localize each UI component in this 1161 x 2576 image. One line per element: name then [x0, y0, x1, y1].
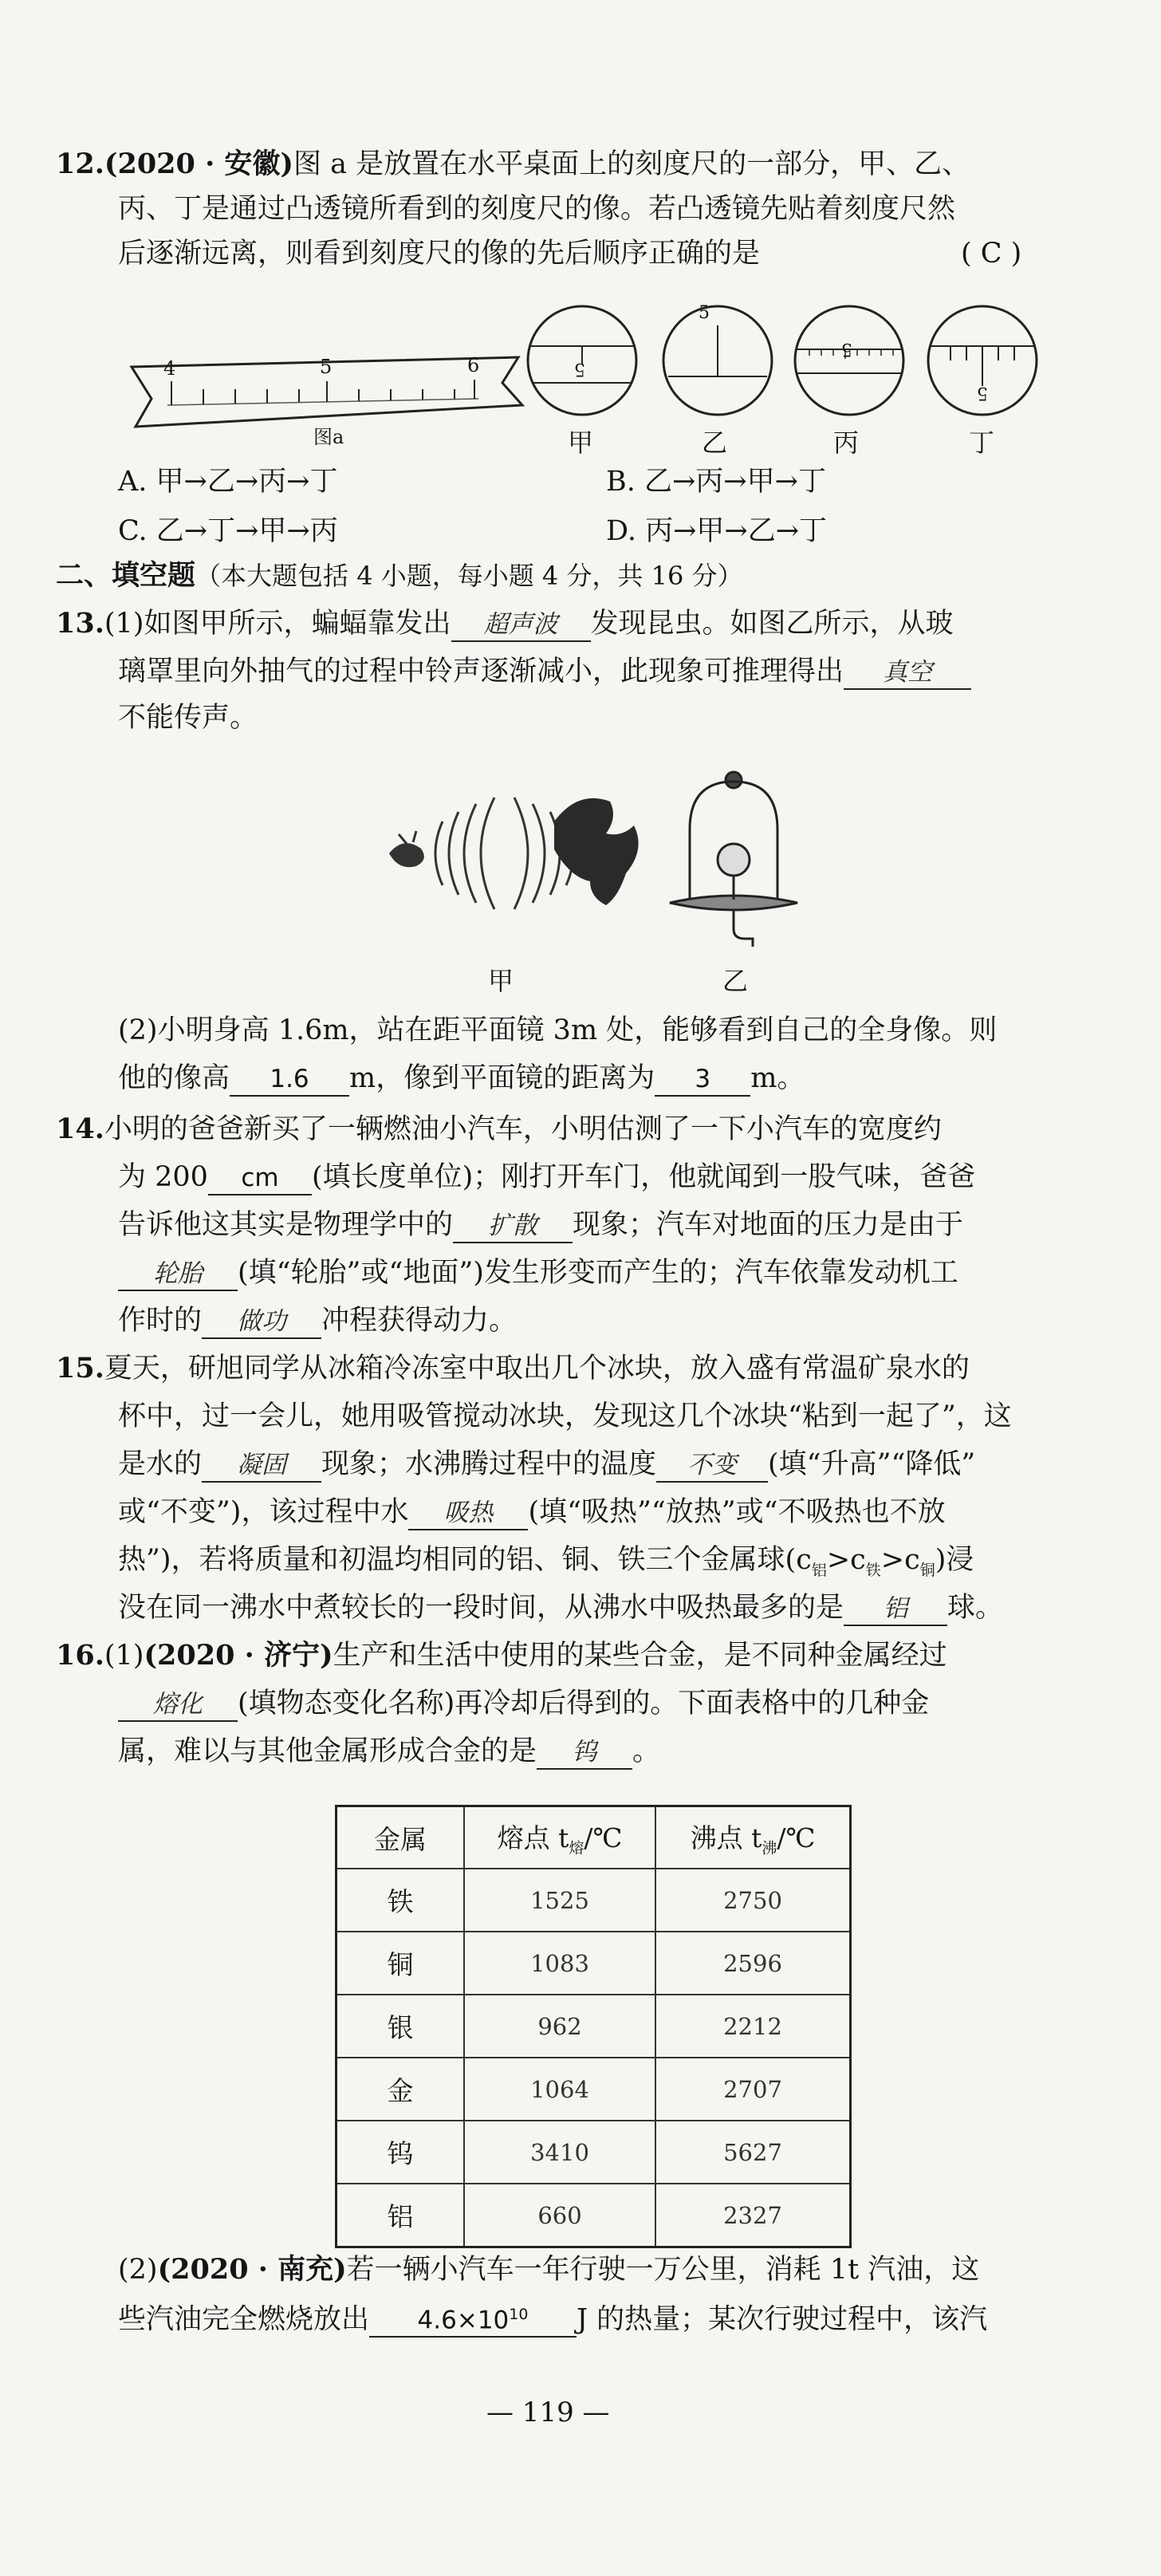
q16-answer1: 熔化: [118, 1688, 238, 1722]
q13-text2a: 璃罩里向外抽气的过程中铃声逐渐减小，此现象可推理得出: [118, 656, 844, 687]
q16-answer3-exponent: 10: [509, 2306, 529, 2323]
q16-line3: [118, 1732, 660, 1771]
q13-number: 13.: [56, 607, 104, 640]
table-header-melting: 熔点 $t_熔/℃$: [464, 1806, 655, 1869]
q16-line5: [118, 2298, 987, 2338]
ruler-tick-6: 6: [467, 354, 480, 376]
q13-text1a: (1)如图甲所示，蝙蝠靠发出: [104, 608, 451, 640]
table-row: [336, 1995, 851, 2058]
fig13-label-yi: 乙: [722, 966, 749, 996]
ruler-caption: 图a: [313, 426, 344, 448]
q15-line6: [118, 1589, 1003, 1627]
q16-text5a: 些汽油完全燃烧放出: [118, 2303, 370, 2336]
table-cell-melting: 1064: [464, 2058, 655, 2121]
q14-line1: [56, 1110, 942, 1148]
table-cell-melting: 1083: [464, 1932, 655, 1995]
lens-label-bing: 丙: [833, 427, 860, 458]
q15-text5: 热”)，若将质量和初温均相同的铝、铜、铁三个金属球(c: [118, 1544, 812, 1576]
q13-line1: [56, 605, 954, 643]
q16-source2: (2020 · 南充): [157, 2253, 347, 2286]
q12-line2: 丙、丁是通过凸透镜所看到的刻度尺的像。若凸透镜先贴着刻度尺然: [118, 193, 956, 225]
q14-answer1: cm: [208, 1162, 312, 1195]
q14-text2b: (填长度单位)；刚打开车门，他就闻到一股气味，爸爸: [311, 1161, 976, 1193]
q16-text1b: 生产和生活中使用的某些合金，是不同种金属经过: [333, 1640, 947, 1672]
table-row: [336, 2184, 851, 2247]
lens-bing: [795, 306, 903, 415]
q13-answer4: 3: [655, 1063, 750, 1097]
table-cell-boiling: 5627: [655, 2121, 851, 2184]
q15-sub-cu: 铜: [919, 1562, 935, 1579]
q15-text6b: 球。: [947, 1592, 1004, 1624]
table-cell-boiling: 2596: [655, 1932, 851, 1995]
sound-waves: [435, 798, 573, 909]
q15-text3c: (填“升高”“降低”: [768, 1448, 976, 1480]
q16-source1: (2020 · 济宁): [144, 1639, 333, 1672]
q15-text4a: 或“不变”)，该过程中水: [118, 1496, 409, 1528]
table-header-metal: 金属: [336, 1806, 465, 1869]
section2-heading: [56, 557, 743, 595]
q13-line2: [118, 652, 971, 691]
table-header-boiling: 沸点 $t_沸/℃$: [655, 1806, 851, 1869]
q12-line3: [118, 234, 760, 273]
q14-text4b: (填“轮胎”或“地面”)发生形变而产生的；汽车依靠发动机工: [238, 1257, 958, 1289]
q15-line1: [56, 1349, 970, 1388]
lens-bing-digit: 5: [841, 339, 852, 359]
q12-source: (2020 · 安徽): [104, 148, 293, 180]
q15-number: 15.: [56, 1352, 104, 1385]
q14-text5a: 作时的: [118, 1305, 203, 1337]
q15-text1: 夏天，研旭同学从冰箱冷冻室中取出几个冰块，放入盛有常温矿泉水的: [104, 1353, 970, 1385]
q13-answer1: 超声波: [451, 609, 591, 642]
q15-answer1: 凝固: [202, 1449, 321, 1483]
lens-label-yi: 乙: [702, 427, 728, 458]
table-cell-metal: 铁: [336, 1869, 465, 1932]
lens-ding-digit: 5: [977, 383, 988, 403]
q16-text4a: (2): [118, 2254, 158, 2286]
table-row: [336, 1932, 851, 1995]
q15-line2: 杯中，过一会儿，她用吸管搅动冰块，发现这几个冰块“粘到一起了”，这: [118, 1400, 1012, 1432]
q12-answer: ( C ): [961, 238, 1022, 270]
q14-line4: [118, 1254, 958, 1292]
q16-line2: [118, 1684, 929, 1723]
q13-answer2: 真空: [844, 656, 971, 690]
q15-text3b: 现象；水沸腾过程中的温度: [321, 1448, 657, 1480]
q14-number: 14.: [56, 1113, 104, 1145]
table-cell-boiling: 2327: [655, 2184, 851, 2247]
q15-line5: 热”)，若将质量和初温均相同的铝、铜、铁三个金属球$(c_铝>c_铁>c_铜)$浸: [118, 1544, 974, 1579]
q15-text6a: 没在同一沸水中煮较长的一段时间，从沸水中吸热最多的是: [118, 1592, 844, 1624]
q14-text2a: 为 200: [118, 1161, 208, 1193]
q13-answer3: 1.6: [230, 1063, 349, 1097]
table-cell-metal: 银: [336, 1995, 465, 2058]
table-cell-boiling: 2212: [655, 1995, 851, 2058]
table-row: [336, 1869, 851, 1932]
table-row: [336, 2121, 851, 2184]
q12-option-d: D. 丙→甲→乙→丁: [606, 515, 828, 547]
metal-table: [335, 1805, 852, 2248]
q15-line4: [118, 1493, 946, 1531]
q16-text2b: (填物态变化名称)再冷却后得到的。下面表格中的几种金: [238, 1688, 930, 1719]
q15-text3a: 是水的: [118, 1448, 203, 1480]
q12-option-b: B. 乙→丙→甲→丁: [606, 466, 826, 498]
q14-answer2: 扩散: [453, 1210, 573, 1243]
q16-answer2: 钨: [537, 1736, 632, 1770]
melting-sub: 熔: [569, 1839, 584, 1857]
table-cell-boiling: 2750: [655, 1869, 851, 1932]
boiling-unit: ℃: [785, 1822, 816, 1853]
q15-text5c: )浸: [935, 1544, 974, 1576]
ruler-tick-marks: [171, 380, 474, 405]
q14-line2: [118, 1158, 975, 1196]
ruler-tick-4: 4: [163, 357, 176, 380]
lens-label-jia: 甲: [568, 427, 594, 458]
q12-text3: 后逐渐远离，则看到刻度尺的像的先后顺序正确的是: [118, 238, 761, 270]
q12-number: 12.: [56, 148, 104, 180]
q13-line5: [118, 1059, 805, 1097]
q16-answer3: [369, 2298, 577, 2338]
q16-number: 16.: [56, 1639, 104, 1672]
bat-shape: [554, 798, 639, 905]
table-cell-metal: 铜: [336, 1932, 465, 1995]
q16-text3a: 属，难以与其他金属形成合金的是: [118, 1735, 537, 1767]
table-cell-melting: 962: [464, 1995, 655, 2058]
ruler-tick-5: 5: [320, 356, 333, 378]
table-cell-metal: 钨: [336, 2121, 465, 2184]
boiling-sub: 沸: [762, 1839, 777, 1857]
q15-sub-al: 铝: [811, 1562, 827, 1579]
section2-title: 二、填空题: [56, 559, 196, 592]
table-header-row: [336, 1806, 851, 1869]
q14-text3b: 现象；汽车对地面的压力是由于: [573, 1209, 964, 1241]
q13-text5c: m。: [750, 1062, 805, 1094]
q16-line1: [56, 1637, 947, 1675]
page-number: — 119 —: [486, 2397, 610, 2428]
fig13-label-jia: 甲: [488, 966, 514, 996]
q12-text1: 图 a 是放置在水平桌面上的刻度尺的一部分，甲、乙、: [293, 148, 970, 180]
q14-answer3: 轮胎: [118, 1258, 238, 1291]
boiling-label: 沸点 t: [690, 1822, 762, 1853]
q15-answer3: 吸热: [408, 1497, 528, 1530]
q14-answer4: 做功: [202, 1306, 321, 1339]
insect-shape: [389, 831, 424, 867]
lens-jia-digit: 5: [574, 359, 585, 379]
q13-text5b: m，像到平面镜的距离为: [349, 1062, 655, 1094]
table-cell-melting: 1525: [464, 1869, 655, 1932]
q12-option-c: C. 乙→丁→甲→丙: [118, 515, 338, 547]
q16-text5b: J 的热量；某次行驶过程中，该汽: [577, 2303, 988, 2336]
q14-text5b: 冲程获得动力。: [321, 1305, 518, 1337]
q12-option-a: A. 甲→乙→丙→丁: [118, 466, 338, 498]
lens-label-ding: 丁: [969, 427, 995, 458]
melting-label: 熔点 t: [497, 1822, 569, 1853]
melting-unit: ℃: [592, 1822, 623, 1853]
q16-text1a: (1): [104, 1640, 144, 1672]
table-cell-metal: 铝: [336, 2184, 465, 2247]
table-cell-metal: 金: [336, 2058, 465, 2121]
lens-images: [526, 297, 1045, 424]
q16-text3b: 。: [632, 1735, 661, 1767]
q15-answer4: 铝: [844, 1593, 947, 1626]
q16-line4: [118, 2251, 979, 2289]
q13-text5a: 他的像高: [118, 1062, 230, 1094]
q14-text3a: 告诉他这其实是物理学中的: [118, 1209, 454, 1241]
q14-text1: 小明的爸爸新买了一辆燃油小汽车，小明估测了一下小汽车的宽度约: [104, 1113, 942, 1145]
bat-belljar-figure: [383, 766, 813, 957]
q12-line1: [56, 145, 970, 183]
table-cell-boiling: 2707: [655, 2058, 851, 2121]
q15-line3: [118, 1445, 975, 1483]
q15-text4b: (填“吸热”“放热”或“不吸热也不放: [528, 1496, 946, 1528]
table-cell-melting: 660: [464, 2184, 655, 2247]
lens-yi: [663, 306, 772, 415]
bell-jar: [670, 772, 797, 947]
q16-answer3-base: 4.6×10: [417, 2306, 510, 2335]
q15-answer2: 不变: [656, 1449, 768, 1483]
lens-yi-digit: 5: [699, 303, 710, 323]
q13-line3: 不能传声。: [118, 702, 258, 734]
table-row: [336, 2058, 851, 2121]
q15-sub-fe: 铁: [865, 1562, 881, 1579]
q14-line3: [118, 1206, 963, 1244]
q14-line5: [118, 1302, 517, 1340]
q13-line4: (2)小明身高 1.6m，站在距平面镜 3m 处，能够看到自己的全身像。则: [118, 1014, 998, 1046]
section2-note: （本大题包括 4 小题，每小题 4 分，共 16 分）: [195, 561, 743, 591]
table-cell-melting: 3410: [464, 2121, 655, 2184]
q13-text1b: 发现昆虫。如图乙所示，从玻: [590, 608, 954, 640]
q16-text4b: 若一辆小汽车一年行驶一万公里，消耗 1t 汽油，这: [346, 2254, 980, 2286]
